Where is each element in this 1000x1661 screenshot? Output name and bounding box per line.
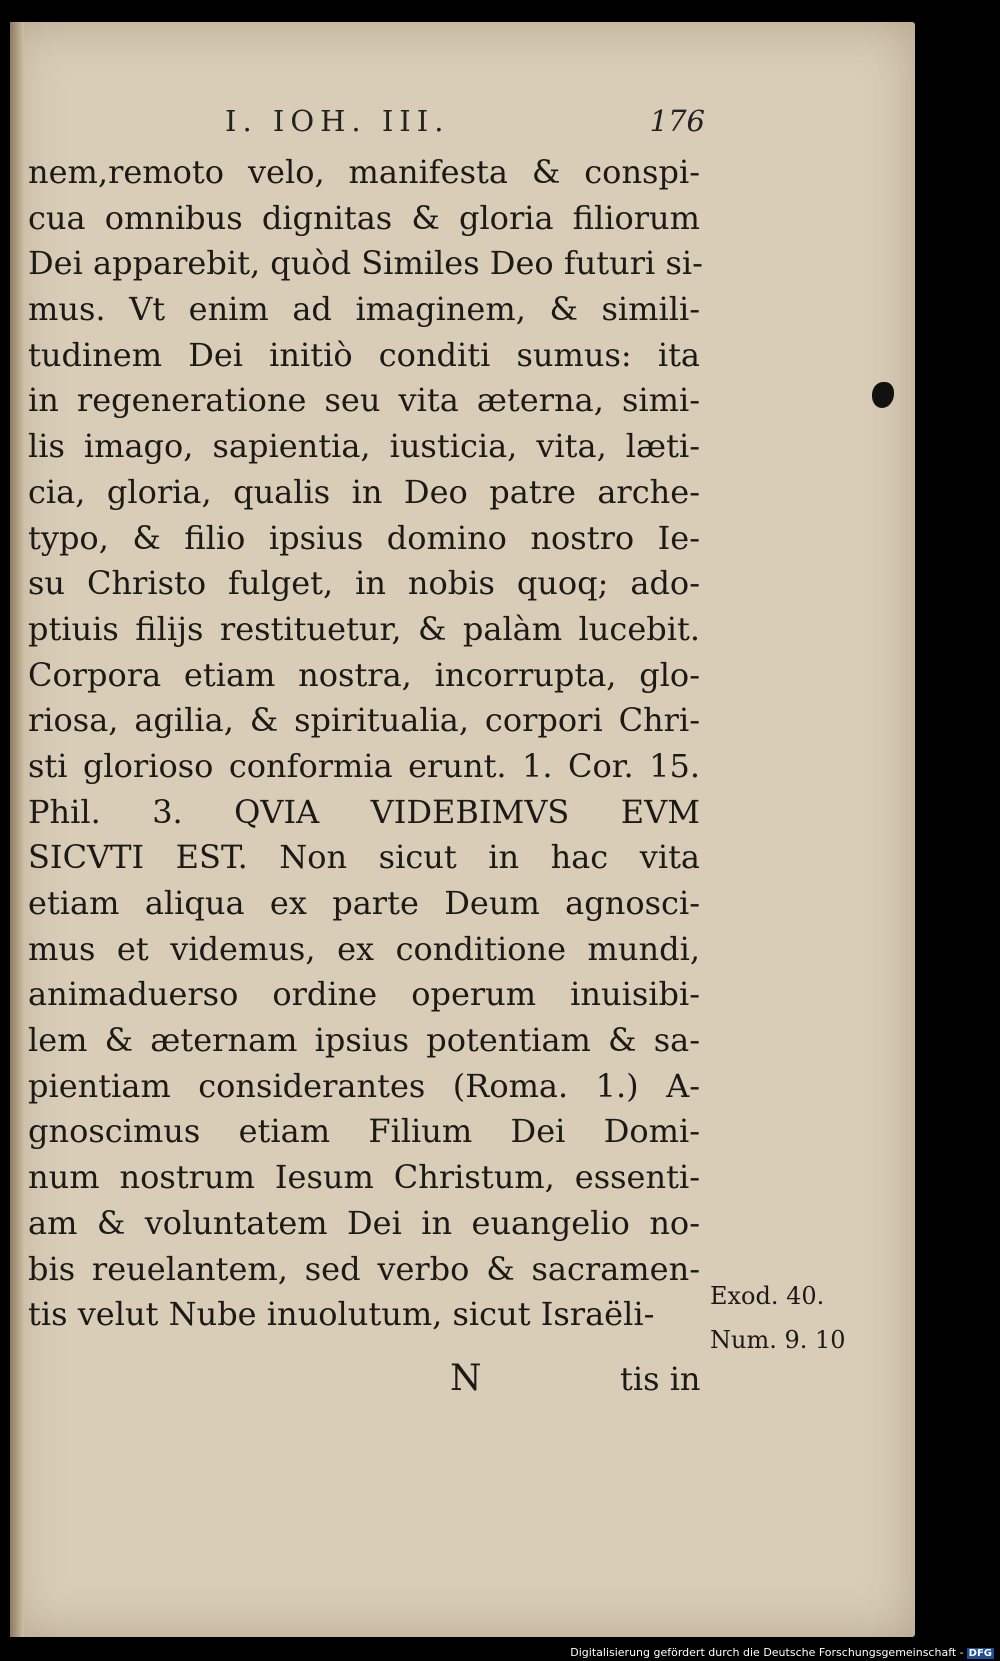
credit-text: Digitalisierung gefördert durch die Deutsche Forschungsgemeinschaft - [570, 1646, 964, 1659]
text-line: gnoscimus etiam Filium Dei Domi- [28, 1112, 700, 1151]
text-line: cua omnibus dignitas & gloria filiorum [28, 198, 700, 237]
text-line: lis imago, sapientia, iusticia, vita, læti- [28, 427, 700, 466]
page-header [225, 104, 705, 144]
text-line: riosa, agilia, & spiritualia, corpori Chri- [28, 701, 700, 740]
digitization-credit [570, 1646, 994, 1659]
text-line: tudinem Dei initiò conditi sumus: ita [28, 335, 700, 374]
text-line: num nostrum Iesum Christum, essenti- [28, 1158, 700, 1197]
text-line: lem & æternam ipsius potentiam & sa- [28, 1021, 700, 1060]
dfg-logo: DFG [968, 1648, 992, 1659]
text-line: animaduerso ordine operum inuisibi- [28, 975, 700, 1014]
body-text [28, 150, 703, 1338]
text-line: etiam aliqua ex parte Deum agnosci- [28, 884, 700, 922]
page-gutter [10, 22, 24, 1637]
text-line: tis velut Nube inuolutum, sicut Israëli- [28, 1295, 655, 1334]
text-line: sti glorioso conformia erunt. 1. Cor. 15. [28, 746, 700, 785]
text-line: mus. Vt enim ad imaginem, & simili- [28, 290, 700, 329]
text-line: in regeneratione seu vita æterna, simi- [28, 381, 700, 420]
catchword: tis in [620, 1360, 701, 1398]
text-line: Dei apparebit, quòd Similes Deo futuri si- [28, 244, 703, 283]
ink-blot [872, 382, 894, 408]
margin-reference [710, 1274, 870, 1362]
text-line: Phil. 3. QVIA VIDEBIMVS EVM [28, 792, 700, 831]
running-head: I. IOH. III. [225, 104, 450, 138]
text-line: bis reuelantem, sed verbo & sacramen- [28, 1249, 700, 1288]
text-line: am & voluntatem Dei in euangelio no- [28, 1203, 700, 1242]
book-page [10, 22, 915, 1637]
page-number: 176 [649, 104, 705, 138]
text-line: su Christo fulget, in nobis quoq; ado- [28, 564, 700, 603]
text-line: nem,remoto velo, manifesta & conspi- [28, 153, 700, 191]
text-line: SICVTI EST. Non sicut in hac vita [28, 838, 700, 877]
margin-reference-line: Exod. 40. [710, 1282, 825, 1310]
text-line: ptiuis filijs restituetur, & palàm lucebit. [28, 609, 700, 648]
text-line: mus et videmus, ex conditione mundi, [28, 929, 700, 968]
margin-reference-line: Num. 9. 10 [710, 1326, 846, 1354]
text-line: typo, & filio ipsius domino nostro Ie- [28, 518, 700, 557]
signature-mark: N [450, 1358, 482, 1399]
text-line: cia, gloria, qualis in Deo patre arche- [28, 472, 700, 511]
text-line: Corpora etiam nostra, incorrupta, glo- [28, 655, 700, 694]
text-line: pientiam considerantes (Roma. 1.) A- [28, 1066, 700, 1105]
